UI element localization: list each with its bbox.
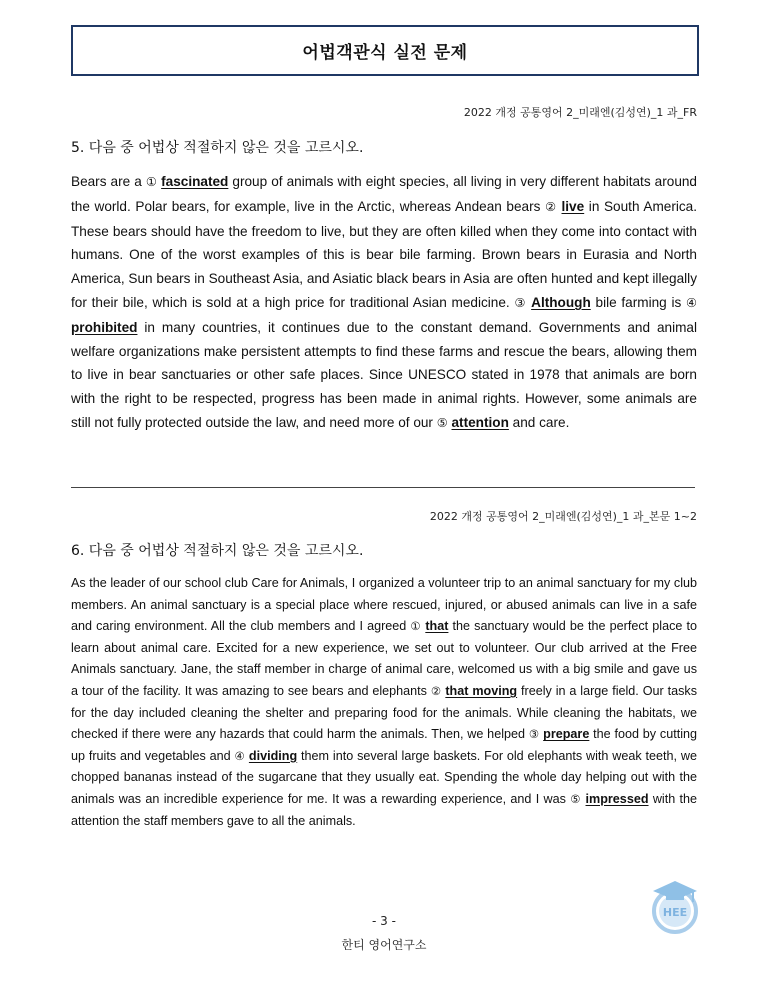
choice-marker-5: ⑤ [436,415,448,430]
choice-marker-2: ② [545,199,557,214]
source-label-2: 2022 개정 공통영어 2_미래엔(김성연)_1 과_본문 1~2 [429,510,697,523]
choice-marker-5: ⑤ [570,791,582,806]
logo-text: HEE [662,906,688,919]
passage-6: As the leader of our school club Care for Animals, I organized a volunteer trip to an animal sanctuary for my club members. An animal sanctuary is a special place where rescued, injured, or abused animals can live in a safe and caring environment. All the club members and I agreed ① that the sanctuary would be the perfect place to learn about animal care. Excited for a new experience, we set out to volunteer. Our club arrived at the Free Animals sanctuary. Jane, the staff member in charge of animal care, welcomed us with a big smile and gave us a tour of the facility. It was amazing to see bears and elephants ② that moving freely in a large field. Our tasks for the day included cleaning the shelter and preparing food for the animals. While cleaning the habitats, we checked if there were any hazards that could harm the animals. Then, we helped ③ prepare the food by cutting up fruits and vegetables and ④ dividing them into several large baskets. For old elephants with weak teeth, we chopped bananas instead of the sugarcane that they usually eat. Spending the whole day helping out with the animals was an incredible experience for me. It was a rewarding experience, and I was ⑤ impressed with the attention the staff members gave to all the animals. [71,576,698,828]
page-number: - 3 - [372,914,396,928]
choice-word-2: live [561,198,585,214]
passage-5: Bears are a ① fascinated group of animals with eight species, all living in very different habitats around the world. Polar bears, for example, live in the Arctic, whereas Andean bears ② live in South America. These bears should have the freedom to live, but they are often killed when they come into contact with humans. One of the worst examples of this is bear bile farming. Brown bears in Eurasia and North America, Sun bears in Southeast Asia, and Asiatic black bears in Asia are often hunted and kept illegally for their bile, which is sold at a high price for traditional Asian medicine. ③ Although bile farming is ④ prohibited in many countries, it continues due to the constant demand. Governments and animal welfare organizations make persistent attempts to find these farms and rescue the bears, allowing them to live in bear sanctuaries or other safe places. Since UNESCO stated in 1978 that animals are born with the right to be respected, progress has been made in animal rights. However, some animals are still not fully protected outside the law, and need more of our ⑤ attention and care. [71,174,698,430]
source-label-1: 2022 개정 공통영어 2_미래엔(김성연)_1 과_FR [463,106,697,119]
choice-marker-1: ① [410,619,422,634]
question-5: 5. 다음 중 어법상 적절하지 않은 것을 고르시오. [71,140,364,156]
hee-logo-icon [648,878,702,936]
page-title-box [71,25,699,76]
choice-word-4: prohibited [71,319,138,335]
choice-word-1: fascinated [161,174,229,189]
choice-word-3: Although [531,294,591,310]
choice-marker-3: ③ [528,727,540,742]
choice-marker-4: ④ [686,295,698,310]
choice-word-2: that moving [445,683,518,698]
choice-marker-1: ① [145,175,158,189]
page-title: 어법객관식 실전 문제 [302,43,468,63]
choice-marker-3: ③ [514,295,527,310]
section-divider [71,487,695,488]
choice-word-5: attention [451,414,509,430]
choice-marker-4: ④ [234,748,246,763]
choice-word-5: impressed [585,791,649,806]
question-6: 6. 다음 중 어법상 적절하지 않은 것을 고르시오. [71,543,364,559]
choice-marker-2: ② [430,683,442,698]
footer-organization: 한티 영어연구소 [341,938,427,952]
choice-word-1: that [425,619,449,634]
choice-word-4: dividing [248,748,298,763]
choice-word-3: prepare [543,727,590,742]
